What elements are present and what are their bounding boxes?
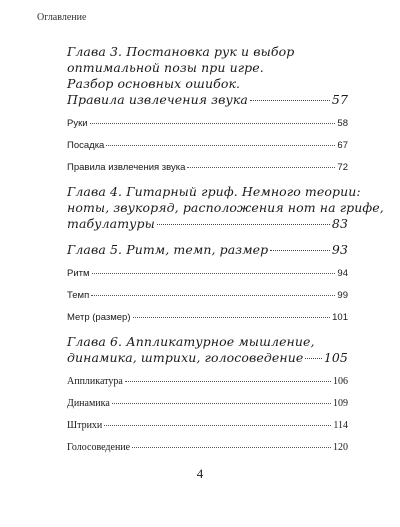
section-title: Темп <box>67 290 90 301</box>
toc-section-voice-leading[interactable] <box>67 442 348 454</box>
section-page-number: 101 <box>332 312 348 323</box>
chapter-title-line: Разбор основных ошибок. <box>67 76 241 91</box>
dot-leader <box>92 273 336 274</box>
chapter-title-line: Правила извлечения звука <box>67 92 248 107</box>
dot-leader <box>104 425 331 426</box>
toc-section-sound-rules[interactable] <box>67 162 348 174</box>
toc-section-dynamics[interactable] <box>67 398 348 410</box>
section-page-number: 106 <box>333 376 348 387</box>
dot-leader <box>91 295 335 296</box>
section-title: Правила извлечения звука <box>67 162 186 173</box>
dot-leader <box>133 317 331 318</box>
chapter-title-line: Глава 6. Аппликатурное мышление, <box>67 334 315 349</box>
section-title: Голосоведение <box>67 442 131 453</box>
toc-section-rhythm[interactable] <box>67 268 348 280</box>
dot-leader <box>305 358 321 359</box>
toc-chapter-6[interactable] <box>67 334 348 366</box>
section-page-number: 99 <box>337 290 348 301</box>
section-page-number: 114 <box>333 420 348 431</box>
page-number: 4 <box>196 466 204 481</box>
dot-leader <box>157 224 330 225</box>
chapter-title-line: оптимальной позы при игре. <box>67 60 264 75</box>
toc-section-posture[interactable] <box>67 140 348 152</box>
section-title: Посадка <box>67 140 105 151</box>
section-title: Руки <box>67 118 88 129</box>
chapter-page-number: 83 <box>331 216 348 231</box>
dot-leader <box>250 100 330 101</box>
toc-section-hands[interactable] <box>67 118 348 130</box>
chapter-title-line: Глава 5. Ритм, темп, размер <box>67 242 269 257</box>
section-title: Аппликатура <box>67 376 123 387</box>
toc-section-strokes[interactable] <box>67 420 348 432</box>
dot-leader <box>270 250 330 251</box>
dot-leader <box>187 167 335 168</box>
section-title: Динамика <box>67 398 110 409</box>
section-page-number: 58 <box>337 118 348 129</box>
section-title: Метр (размер) <box>67 312 131 323</box>
chapter-title-line: Глава 4. Гитарный гриф. Немного теории: <box>67 184 361 199</box>
toc-section-fingering[interactable] <box>67 376 348 388</box>
chapter-title-line: табулатуры <box>67 216 155 231</box>
running-head: Оглавление <box>37 12 87 23</box>
section-page-number: 94 <box>337 268 348 279</box>
toc-section-meter[interactable] <box>67 312 348 324</box>
section-page-number: 120 <box>333 442 348 453</box>
section-title: Ритм <box>67 268 90 279</box>
section-page-number: 72 <box>337 162 348 173</box>
toc-chapter-3[interactable] <box>67 44 348 108</box>
dot-leader <box>106 145 335 146</box>
chapter-title-line: динамика, штрихи, голосоведение <box>67 350 304 365</box>
toc-chapter-5[interactable] <box>67 242 348 258</box>
toc-section-tempo[interactable] <box>67 290 348 302</box>
chapter-title-line: ноты, звукоряд, расположения нот на грифе, <box>67 200 384 215</box>
dot-leader <box>125 381 331 382</box>
dot-leader <box>90 123 336 124</box>
dot-leader <box>132 447 331 448</box>
chapter-page-number: 105 <box>323 350 348 365</box>
chapter-title-line: Глава 3. Постановка рук и выбор <box>67 44 295 59</box>
section-page-number: 109 <box>333 398 348 409</box>
chapter-page-number: 93 <box>331 242 348 257</box>
toc-chapter-4[interactable] <box>67 184 384 232</box>
chapter-page-number: 57 <box>331 92 348 107</box>
table-of-contents <box>67 44 384 464</box>
dot-leader <box>112 403 331 404</box>
section-page-number: 67 <box>337 140 348 151</box>
section-title: Штрихи <box>67 420 103 431</box>
